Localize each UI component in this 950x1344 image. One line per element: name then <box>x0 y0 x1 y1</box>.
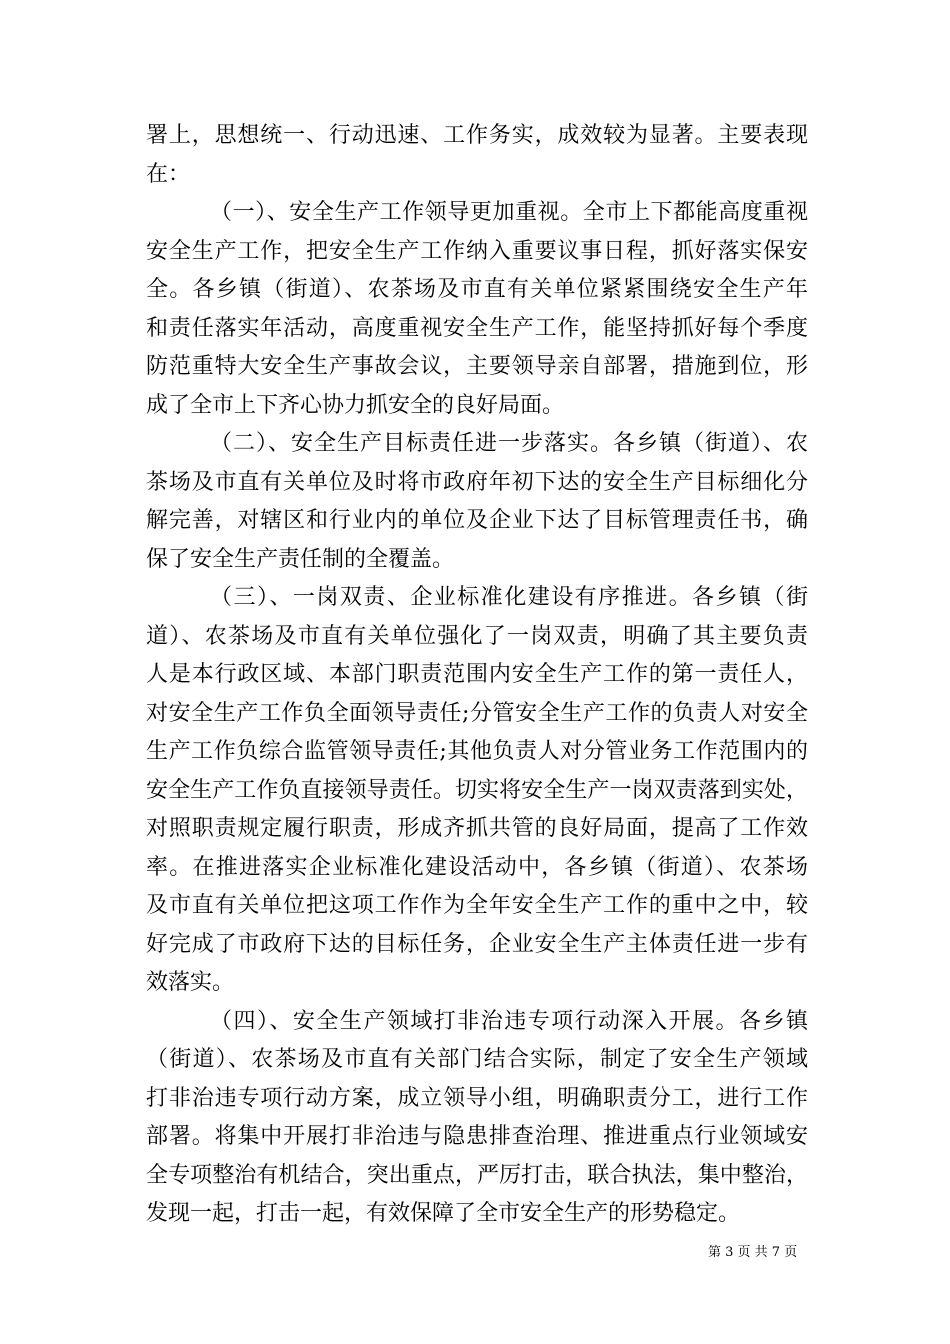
text-line: 打非治违专项行动方案，成立领导小组，明确职责分工，进行工作 <box>146 1085 808 1111</box>
text-line: 效落实。 <box>146 970 235 995</box>
text-line: 好完成了市政府下达的目标任务，企业安全生产主体责任进一步有 <box>146 931 808 957</box>
text-line: 部署。将集中开展打非治违与隐患排查治理、推进重点行业领域安 <box>146 1124 808 1149</box>
text-line: 生产工作负综合监管领导责任;其他负责人对分管业务工作范围内的 <box>146 739 808 764</box>
text-line: （四）、安全生产领域打非治违专项行动深入开展。各乡镇 <box>210 1008 808 1034</box>
text-line: 茶场及市直有关单位及时将市政府年初下达的安全生产目标细化分 <box>146 469 808 495</box>
text-line: 对照职责规定履行职责，形成齐抓共管的良好局面，提高了工作效 <box>146 816 808 841</box>
text-line: 防范重特大安全生产事故会议，主要领导亲自部署，措施到位，形 <box>146 354 808 379</box>
text-line: 在： <box>146 161 191 187</box>
text-line: 署上，思想统一、行动迅速、工作务实，成效较为显著。主要表现 <box>146 123 808 148</box>
page-number: 第 3 页 共 7 页 <box>708 1245 798 1260</box>
text-line: （二）、安全生产目标责任进一步落实。各乡镇（街道）、农 <box>210 431 808 456</box>
document-body <box>146 117 808 1234</box>
text-line: 发现一起，打击一起，有效保障了全市安全生产的形势稳定。 <box>146 1201 741 1226</box>
text-line: 全专项整治有机结合，突出重点，严厉打击，联合执法，集中整治， <box>146 1162 808 1188</box>
text-line: 率。在推进落实企业标准化建设活动中，各乡镇（街道）、农茶场 <box>146 854 808 880</box>
text-line: 安全生产工作，把安全生产工作纳入重要议事日程，抓好落实保安 <box>146 238 808 264</box>
text-line: 解完善，对辖区和行业内的单位及企业下达了目标管理责任书，确 <box>146 508 808 533</box>
text-line: 成了全市上下齐心协力抓安全的良好局面。 <box>146 392 565 418</box>
text-line: 安全生产工作负直接领导责任。切实将安全生产一岗双责落到实处， <box>146 777 808 803</box>
text-line: 人是本行政区域、本部门职责范围内安全生产工作的第一责任人， <box>146 662 808 687</box>
text-line: （三）、一岗双责、企业标准化建设有序推进。各乡镇（街 <box>210 585 808 610</box>
text-line: （街道）、农茶场及市直有关部门结合实际，制定了安全生产领域 <box>146 1047 808 1072</box>
text-line: 及市直有关单位把这项工作作为全年安全生产工作的重中之中，较 <box>146 893 808 918</box>
text-line: 和责任落实年活动，高度重视安全生产工作，能坚持抓好每个季度 <box>146 315 808 341</box>
text-line: 保了安全生产责任制的全覆盖。 <box>146 546 455 572</box>
text-line: （一）、安全生产工作领导更加重视。全市上下都能高度重视 <box>210 200 808 225</box>
text-line: 全。各乡镇（街道）、农茶场及市直有关单位紧紧围绕安全生产年 <box>146 277 808 302</box>
text-line: 对安全生产工作负全面领导责任;分管安全生产工作的负责人对安全 <box>146 700 808 726</box>
text-line: 道）、农茶场及市直有关单位强化了一岗双责，明确了其主要负责 <box>146 623 808 649</box>
